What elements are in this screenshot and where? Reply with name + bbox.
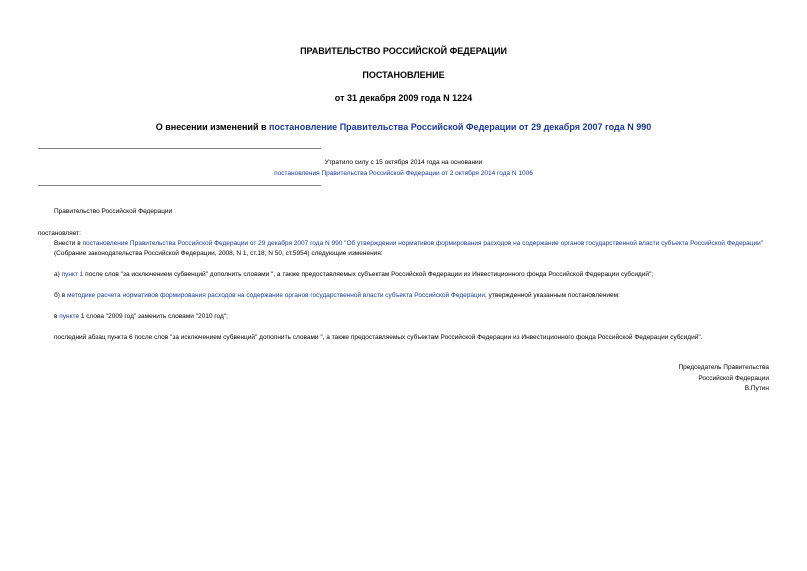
paragraph-item-a	[38, 270, 784, 280]
signature-organization: Российской Федерации	[698, 375, 769, 382]
signature-position: Председатель Правительства	[678, 364, 769, 371]
status-note-bottom-rule	[38, 185, 321, 186]
paragraph-amend-intro	[38, 239, 784, 259]
amended-decree-link[interactable]: постановление Правительства Российской Федерации от 29 декабря 2007 года N 990	[269, 122, 652, 132]
item-b-end: , утвержденной указанным постановлением:	[484, 292, 620, 299]
issuer-heading: ПРАВИТЕЛЬСТВО РОССИЙСКОЙ ФЕДЕРАЦИИ	[300, 46, 507, 56]
status-note-top-rule	[38, 148, 321, 149]
status-note-text: Утратило силу с 15 октября 2014 года на основании	[324, 159, 483, 166]
point-1-end: 1 слова "2009 год" заменить словами "2010 год";	[79, 313, 228, 320]
paragraph-amend-intro-end: (Собрание законодательства Российской Федерации, 2008, N 1, ст.18; N 50, ст.5954) следующие изменения:	[54, 250, 383, 257]
paragraph-item-b	[38, 291, 784, 301]
repealing-decree-link[interactable]: постановления Правительства Российской Федерации от 2 октября 2014 года N 1006	[274, 170, 533, 177]
point-link[interactable]: пункте	[59, 313, 80, 320]
item-a-end: после слов "за исключением субвенций" дополнить словами ", а также предоставляемых субъектам Российской Федерации из Инвестиционного фонда Российской Федерации субсидий";	[83, 271, 654, 278]
paragraph-point-6: последний абзац пункта 6 после слов "за исключением субвенций" дополнить словами ", а также предоставляемых субъектам Российской Федерации из Инвестиционного фонда Российской Федерации субсидий".	[54, 334, 703, 341]
item-a-start: а)	[54, 271, 62, 278]
document-title	[0, 122, 807, 132]
document-type-heading: ПОСТАНОВЛЕНИЕ	[362, 70, 445, 80]
paragraph-point-1	[38, 312, 784, 322]
point-1-link[interactable]: пункт 1	[61, 271, 84, 278]
document-title-prefix: О внесении изменений в	[155, 122, 270, 132]
document-date-number: от 31 декабря 2009 года N 1224	[334, 93, 473, 103]
point-1-start: в	[54, 313, 60, 320]
paragraph-government: Правительство Российской Федерации	[54, 208, 173, 215]
item-b-start: б) в	[54, 292, 67, 299]
signature-name: В.Путин	[744, 385, 769, 392]
status-note-link-line	[0, 170, 807, 177]
decree-990-link[interactable]: постановление Правительства Российской Федерации от 29 декабря 2007 года N 990 "Об утверждении нормативов формирования расходов на содержание органов государственной власти субъекта Российской Федерации"	[82, 240, 764, 247]
methodology-link[interactable]: методике расчета нормативов формирования расходов на содержание органов государственной власти субъекта Российской Федерации	[66, 292, 485, 299]
paragraph-amend-intro-start: Внести в	[54, 240, 83, 247]
paragraph-resolves: постановляет:	[38, 230, 81, 237]
